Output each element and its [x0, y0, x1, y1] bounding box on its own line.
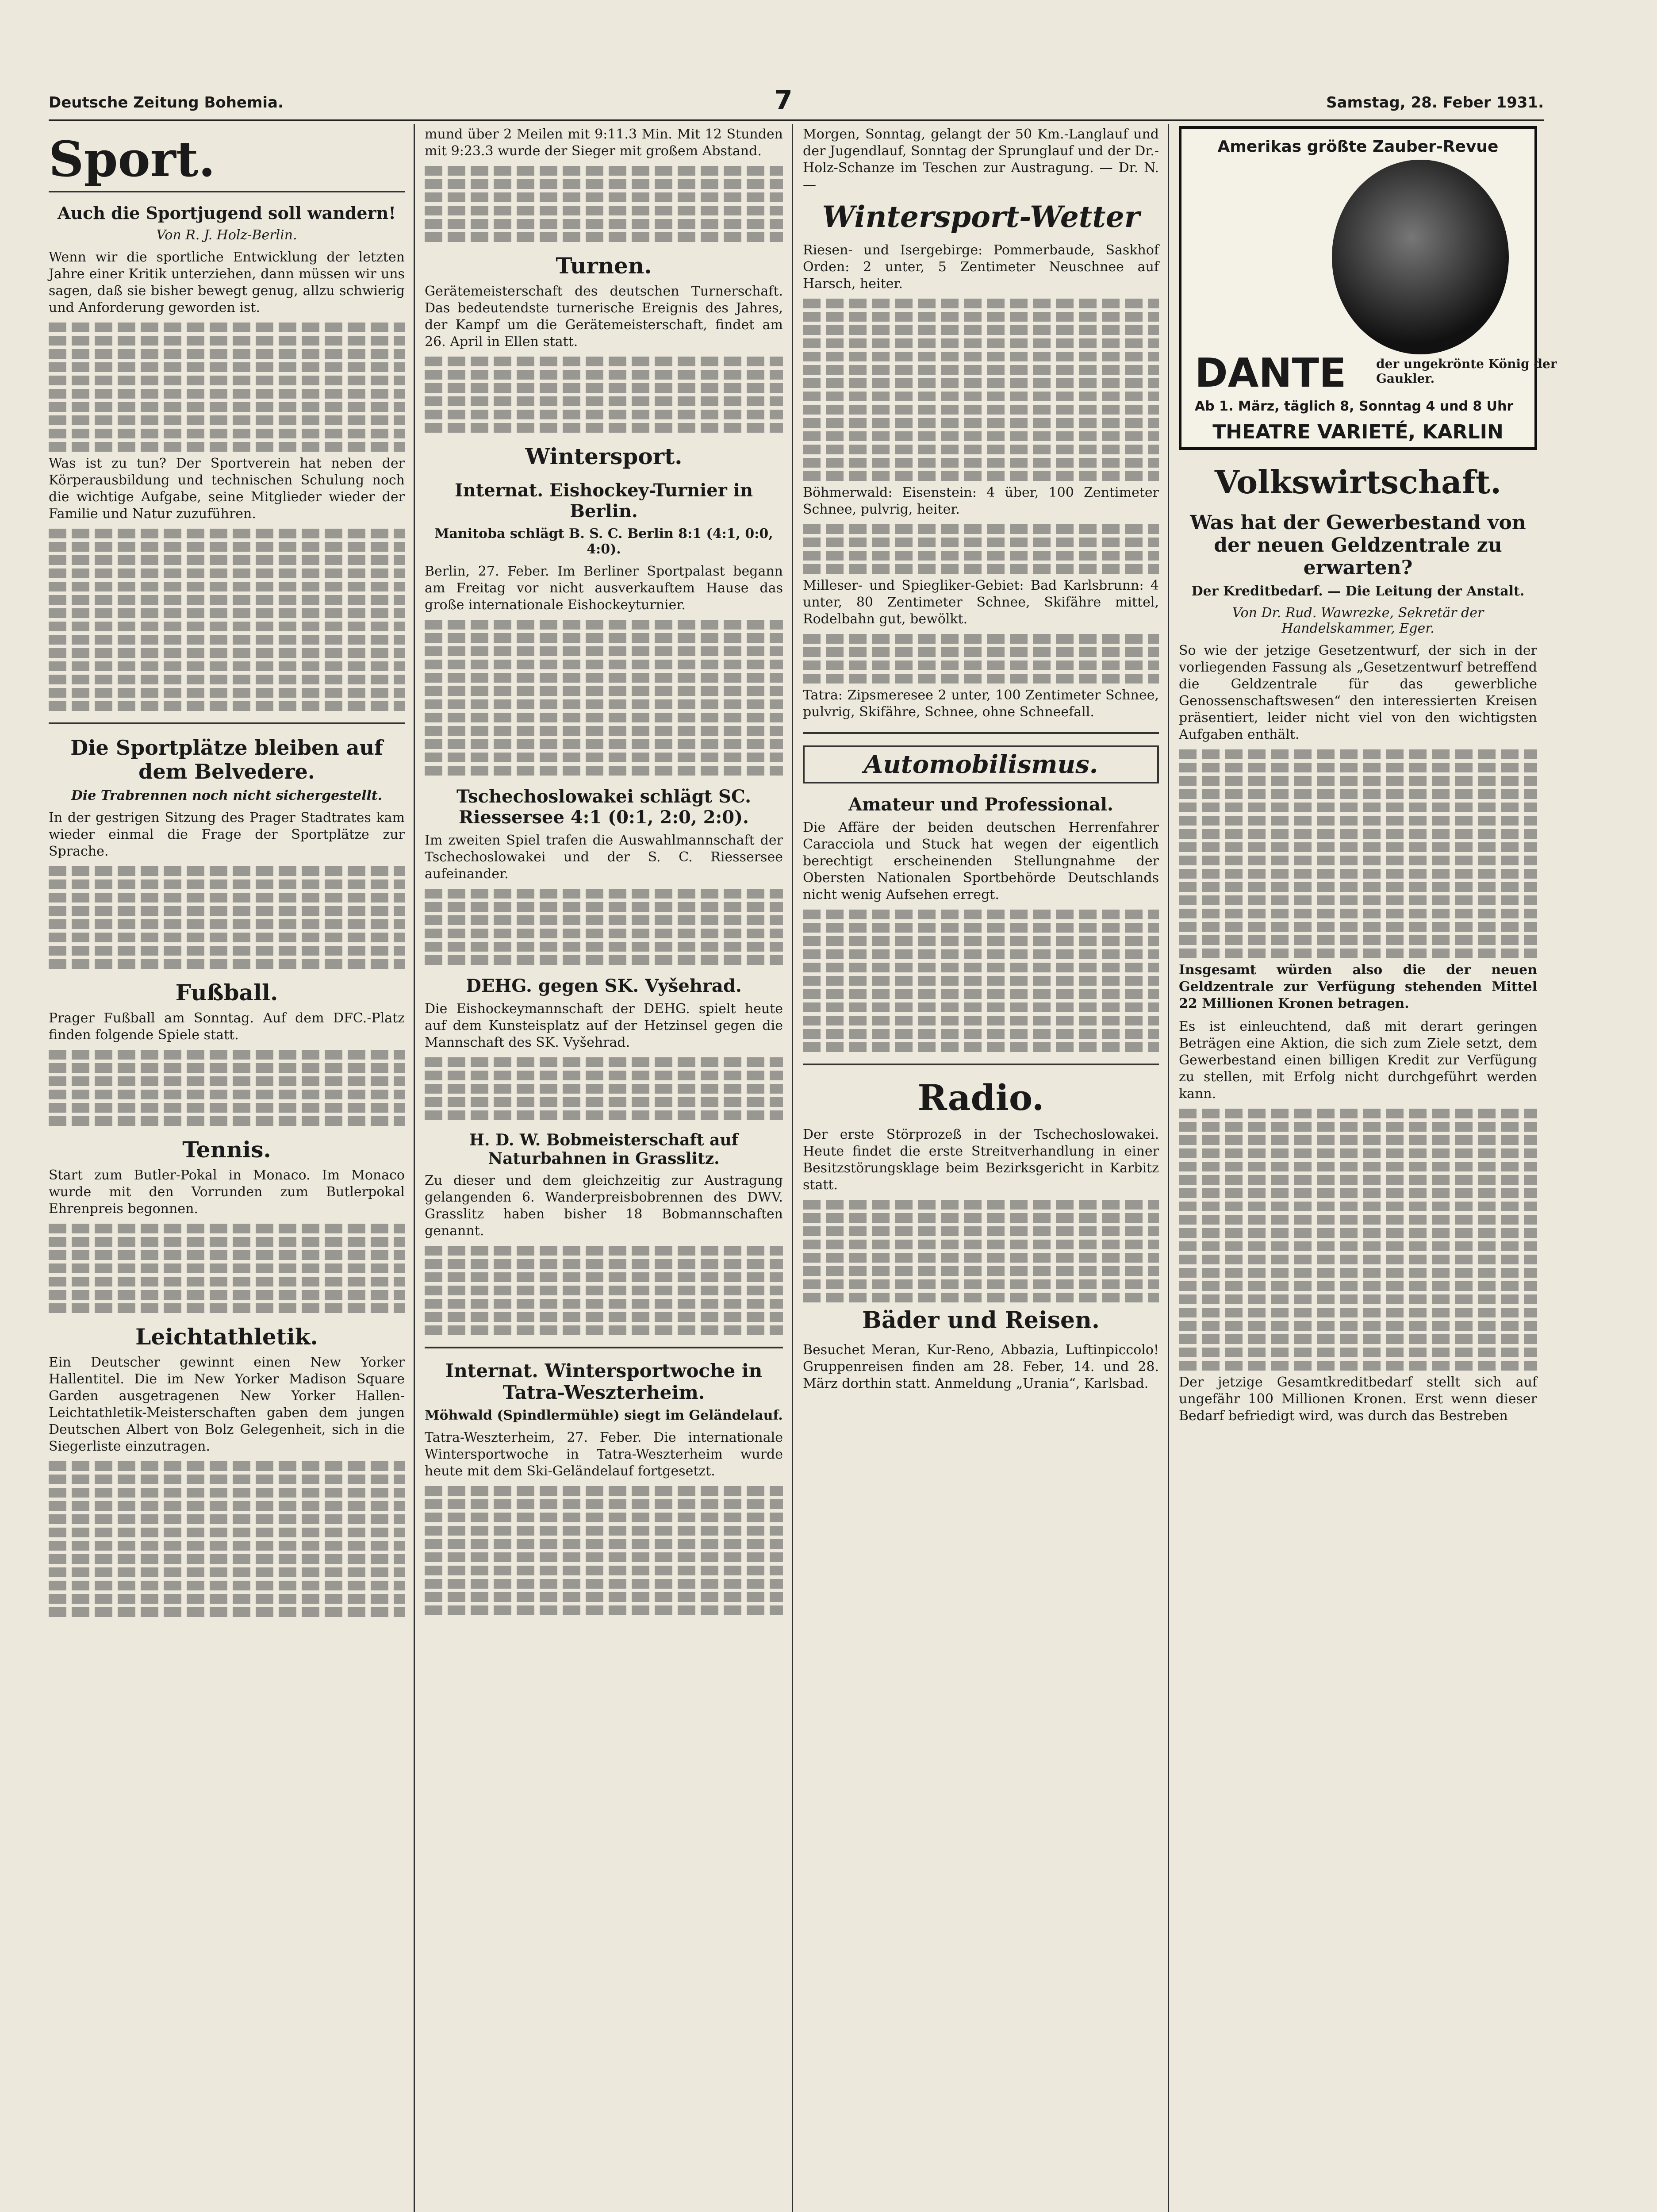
paragraph: Es ist einleuchtend, daß mit derart geringen Beträgen eine Aktion, die sich zum Ziele setzt, dem Gewerbestand einen billigen Kredit zur Verfügung zu stellen, mit Erfolg nicht durchgeführt werden kann. — [1179, 1019, 1537, 1102]
text-line — [1179, 1361, 1537, 1371]
section-title: Volkswirtschaft. — [1214, 463, 1502, 501]
text-line — [49, 336, 405, 346]
text-line — [425, 1246, 783, 1256]
subsection-title: Wintersport. — [525, 443, 683, 469]
text-line — [49, 688, 405, 698]
section-title: Automobilismus. — [803, 745, 1159, 783]
text-line — [803, 445, 1159, 454]
text-line — [49, 1461, 405, 1471]
text-line — [425, 1605, 783, 1615]
text-line — [1179, 776, 1537, 786]
text-line — [425, 1084, 783, 1094]
text-line — [425, 1272, 783, 1282]
text-line — [803, 338, 1159, 348]
text-line — [425, 1312, 783, 1322]
text-line — [49, 349, 405, 359]
text-line — [425, 620, 783, 630]
text-line — [803, 1279, 1159, 1289]
text-line — [803, 989, 1159, 999]
text-line — [49, 675, 405, 684]
text-line — [1179, 1135, 1537, 1145]
text-line — [49, 1116, 405, 1126]
paragraph: Der jetzige Gesamtkreditbedarf stellt sich auf ungefähr 100 Millionen Kronen. Erst wenn dieser Bedarf befriedigt wird, was durch das Bestreben — [1179, 1375, 1537, 1424]
text-line — [49, 1567, 405, 1577]
text-line — [803, 538, 1159, 547]
text-line — [1179, 1215, 1537, 1225]
text-line — [803, 458, 1159, 468]
text-line — [803, 674, 1159, 684]
text-line — [425, 929, 783, 938]
text-line — [425, 1071, 783, 1080]
text-line — [803, 661, 1159, 670]
text-line — [425, 1513, 783, 1522]
text-line — [49, 1050, 405, 1060]
text-line — [1179, 1268, 1537, 1278]
paragraph: Böhmerwald: Eisenstein: 4 über, 100 Zentimeter Schnee, pulvrig, heiter. — [803, 485, 1159, 517]
text-line — [425, 673, 783, 683]
text-line — [425, 1552, 783, 1562]
text-line — [803, 1029, 1159, 1039]
text-line — [425, 942, 783, 952]
text-line — [49, 1581, 405, 1590]
text-line — [49, 1103, 405, 1113]
text-line — [1179, 1122, 1537, 1132]
ad-performer-name: DANTE — [1195, 350, 1346, 396]
column-economy — [1179, 126, 1557, 2212]
text-line — [803, 923, 1159, 933]
paragraph: Tatra: Zipsmeresee 2 unter, 100 Zentimeter Schnee, pulvrig, Skifähre, Schnee, ohne Schneefall. — [803, 687, 1159, 720]
separator — [49, 722, 405, 724]
article-subtitle: Die Trabrennen noch nicht sichergestellt. — [71, 788, 383, 803]
text-line — [49, 906, 405, 916]
paragraph: Die Eishockeymannschaft der DEHG. spielt heute auf dem Kunsteisplatz auf der Hetzinsel gegen die Mannschaft des SK. Vyšehrad. — [425, 1001, 783, 1050]
text-line — [1179, 749, 1537, 759]
text-line — [425, 1057, 783, 1067]
text-line — [49, 1063, 405, 1073]
text-line — [803, 910, 1159, 919]
article-title: H. D. W. Bobmeisterschaft auf Naturbahnen in Grasslitz. — [469, 1131, 739, 1168]
text-line — [1179, 1148, 1537, 1158]
text-line — [1179, 829, 1537, 839]
text-line — [803, 1213, 1159, 1223]
paragraph: Ein Deutscher gewinnt einen New Yorker Hallentitel. Die im New Yorker Madison Square Garden ausgetragenen New Yorker Hallen-Leichtathletik-Meisterschaften gaben dem jungen Deutschen Albert von Bolz Gelegenheit, sich in die Siegerliste einzutragen. — [49, 1355, 405, 1454]
text-line — [803, 647, 1159, 657]
text-line — [803, 392, 1159, 401]
text-line — [425, 739, 783, 749]
text-line — [49, 595, 405, 605]
text-line — [1179, 1334, 1537, 1344]
text-line — [49, 1263, 405, 1273]
text-line — [425, 206, 783, 215]
text-line — [803, 1253, 1159, 1263]
text-line — [1179, 935, 1537, 945]
text-line — [49, 648, 405, 658]
text-line — [49, 1594, 405, 1604]
text-line — [425, 370, 783, 380]
text-line — [1179, 1162, 1537, 1171]
article-subtitle: Der Kreditbedarf. — Die Leitung der Anstalt. — [1191, 584, 1525, 599]
article-title: Amateur und Professional. — [848, 794, 1113, 815]
text-line — [49, 1554, 405, 1564]
paragraph: Was ist zu tun? Der Sportverein hat neben der Körperausbildung und technischen Schulung noch die wichtige Aufgabe, seine Mitglieder wieder der Familie und Natur zuzuführen. — [49, 456, 405, 522]
text-line — [49, 1076, 405, 1086]
text-line — [425, 902, 783, 912]
text-line — [49, 1250, 405, 1260]
byline: Von R. J. Holz-Berlin. — [156, 227, 297, 243]
text-line — [49, 1090, 405, 1099]
text-line — [49, 582, 405, 591]
ad-headline: Amerikas größte Zauber-Revue — [1217, 138, 1499, 156]
text-line — [1179, 922, 1537, 932]
text-line — [803, 1266, 1159, 1276]
paragraph: In der gestrigen Sitzung des Prager Stadtrates kam wieder einmal die Frage der Sportplätze zur Sprache. — [49, 810, 405, 859]
paragraph: So wie der jetzige Gesetzentwurf, der sich in der vorliegenden Fassung als „Gesetzentwurf betreffend die Geldzentrale für das gewerbliche Genossenschaftswesen“ den interessierten Kreisen präsentiert, leider nicht viel von den wichtigsten Aufgaben enthält. — [1179, 643, 1537, 742]
column-rule — [1168, 124, 1169, 2212]
paragraph: Gerätemeisterschaft des deutschen Turnerschaft. Das bedeutendste turnerische Ereignis des Jahres, der Kampf um die Gerätemeisterschaft, findet am 26. April in Ellen statt. — [425, 284, 783, 349]
text-line — [49, 442, 405, 452]
text-line — [425, 660, 783, 669]
text-line — [49, 1475, 405, 1484]
text-line — [49, 1514, 405, 1524]
text-line — [803, 418, 1159, 428]
text-line — [1179, 1281, 1537, 1291]
text-line — [49, 1224, 405, 1233]
text-line — [425, 646, 783, 656]
text-line — [803, 551, 1159, 561]
text-line — [425, 192, 783, 202]
text-line — [49, 661, 405, 671]
text-line — [425, 713, 783, 722]
text-line — [49, 429, 405, 438]
text-line — [425, 396, 783, 406]
ad-description: der ungekrönte König der Gaukler. — [1376, 357, 1557, 386]
text-line — [49, 1488, 405, 1498]
theatre-advertisement — [1179, 126, 1557, 450]
text-line — [803, 405, 1159, 415]
paragraph: Wenn wir die sportliche Entwicklung der letzten Jahre einer Kritik unterziehen, dann müssen wir uns sagen, daß sie bisher bewegt genug, allzu schwierig und Anforderung geworden ist. — [49, 250, 405, 315]
text-line — [425, 1325, 783, 1335]
article-title: Die Sportplätze bleiben auf dem Belvedere. — [70, 736, 383, 783]
text-line — [803, 471, 1159, 481]
text-line — [49, 323, 405, 332]
text-line — [425, 1110, 783, 1120]
text-line — [425, 1579, 783, 1589]
text-line — [1179, 1321, 1537, 1331]
text-line — [1179, 816, 1537, 826]
article-title: Tschechoslowakei schlägt SC. Riessersee 4:1 (0:1, 2:0, 2:0). — [456, 786, 752, 828]
text-line — [49, 389, 405, 399]
text-line — [1179, 895, 1537, 905]
separator — [803, 732, 1159, 734]
text-line — [425, 915, 783, 925]
ad-venue: THEATRE VARIETÉ, KARLIN — [1212, 421, 1504, 443]
text-line — [803, 1002, 1159, 1012]
text-line — [49, 1290, 405, 1300]
paragraph: mund über 2 Meilen mit 9:11.3 Min. Mit 12 Stunden mit 9:23.3 wurde der Sieger mit großem Abstand. — [425, 127, 783, 159]
text-line — [425, 219, 783, 229]
text-line — [803, 378, 1159, 388]
paragraph: Im zweiten Spiel trafen die Auswahlmannschaft der Tschechoslowakei und der S. C. Riessersee aufeinander. — [425, 833, 783, 882]
article-title: DEHG. gegen SK. Vyšehrad. — [466, 975, 742, 996]
paragraph: Riesen- und Isergebirge: Pommerbaude, Saskhof Orden: 2 unter, 5 Zentimeter Neuschnee auf Harsch, heiter. — [803, 242, 1159, 292]
text-line — [425, 766, 783, 776]
text-line — [803, 299, 1159, 308]
text-line — [803, 564, 1159, 574]
article-title: Was hat der Gewerbestand von der neuen Geldzentrale zu erwarten? — [1190, 511, 1526, 579]
text-line — [49, 622, 405, 631]
text-line — [803, 963, 1159, 972]
section-title: Sport. — [49, 131, 405, 192]
text-line — [49, 376, 405, 385]
text-line — [1179, 869, 1537, 879]
text-line — [1179, 1308, 1537, 1317]
text-line — [425, 1499, 783, 1509]
text-line — [803, 1016, 1159, 1025]
text-line — [425, 179, 783, 189]
text-line — [425, 166, 783, 176]
text-line — [425, 1566, 783, 1575]
text-line — [803, 1293, 1159, 1302]
text-line — [425, 686, 783, 696]
text-line — [49, 933, 405, 942]
text-line — [49, 701, 405, 711]
text-line — [49, 879, 405, 889]
text-line — [803, 1226, 1159, 1236]
paragraph: Prager Fußball am Sonntag. Auf dem DFC.-Platz finden folgende Spiele statt. — [49, 1010, 405, 1043]
article-title: Auch die Sportjugend soll wandern! — [58, 203, 396, 223]
ad-dates: Ab 1. März, täglich 8, Sonntag 4 und 8 Uhr — [1195, 399, 1514, 414]
text-line — [425, 410, 783, 419]
text-line — [49, 362, 405, 372]
text-line — [1179, 1228, 1537, 1238]
text-line — [49, 1303, 405, 1313]
text-line — [1179, 949, 1537, 958]
text-line — [803, 1200, 1159, 1210]
text-line — [803, 524, 1159, 534]
text-line — [49, 568, 405, 578]
text-line — [49, 555, 405, 565]
text-line — [425, 383, 783, 393]
subsection-title: Leichtathletik. — [135, 1324, 318, 1350]
text-line — [803, 312, 1159, 322]
text-line — [803, 976, 1159, 986]
page-number: 7 — [774, 85, 793, 116]
text-line — [49, 1528, 405, 1537]
subsection-title: Turnen. — [556, 253, 652, 279]
text-line — [49, 1541, 405, 1551]
text-line — [49, 893, 405, 902]
article-title: Internat. Eishockey-Turnier in Berlin. — [454, 480, 753, 522]
text-line — [425, 753, 783, 762]
text-line — [803, 431, 1159, 441]
text-line — [49, 1237, 405, 1247]
text-line — [1179, 842, 1537, 852]
subsection-title: Tennis. — [182, 1137, 271, 1163]
text-line — [1179, 909, 1537, 918]
text-line — [1179, 1109, 1537, 1118]
paragraph: Tatra-Weszterheim, 27. Feber. Die internationale Wintersportwoche in Tatra-Weszterheim wurde heute mit dem Ski-Geländelauf fortgesetzt. — [425, 1430, 783, 1479]
text-line — [425, 232, 783, 242]
section-title: Radio. — [917, 1077, 1044, 1118]
paragraph: Milleser- und Spiegliker-Gebiet: Bad Karlsbrunn: 4 unter, 80 Zentimeter Schnee, Skifähre mittel, Rodelbahn gut, bewölkt. — [803, 578, 1159, 627]
text-line — [425, 889, 783, 899]
paragraph: Der erste Störprozeß in der Tschechoslowakei. Heute findet die erste Streitverhandlung in einer Besitzstörungsklage beim Bezirksgericht in Karbitz statt. — [803, 1127, 1159, 1193]
text-line — [1179, 803, 1537, 812]
paragraph: Besuchet Meran, Kur-Reno, Abbazia, Luftinpiccolo! Gruppenreisen finden am 28. Feber, 14. und 28. März dorthin statt. Anmeldung „Urania“, Karlsbad. — [803, 1342, 1159, 1391]
text-line — [803, 1240, 1159, 1249]
text-line — [425, 357, 783, 366]
running-header — [49, 85, 1544, 121]
text-line — [425, 1286, 783, 1295]
text-line — [49, 415, 405, 425]
paragraph: Zu dieser und dem gleichzeitig zur Austragung gelangenden 6. Wanderpreisbobrennen des DWV. Grasslitz haben bisher 18 Bobmannschaften genannt. — [425, 1173, 783, 1239]
text-line — [1179, 856, 1537, 865]
text-line — [425, 1539, 783, 1549]
text-line — [803, 325, 1159, 335]
text-line — [49, 635, 405, 645]
paragraph: Berlin, 27. Feber. Im Berliner Sportpalast begann am Freitag vor nicht ausverkauftem Hause das große internationale Eishockeyturnier. — [425, 564, 783, 613]
text-line — [425, 1526, 783, 1536]
separator — [425, 1347, 783, 1348]
column-rule — [792, 124, 793, 2212]
text-line — [425, 699, 783, 709]
text-line — [1179, 1294, 1537, 1304]
text-line — [49, 959, 405, 969]
text-line — [49, 542, 405, 552]
text-line — [1179, 882, 1537, 892]
text-line — [1179, 1241, 1537, 1251]
text-line — [425, 1259, 783, 1269]
article-title: Internat. Wintersportwoche in Tatra-Weszterheim. — [445, 1360, 763, 1403]
text-line — [1179, 789, 1537, 799]
paragraph: Morgen, Sonntag, gelangt der 50 Km.-Langlauf und der Jugendlauf, Sonntag der Sprunglauf und der Dr.-Holz-Schanze im Teschen zur Austragung. — Dr. N. — — [803, 127, 1159, 192]
text-line — [49, 608, 405, 618]
column-weather — [803, 126, 1159, 2212]
text-line — [803, 634, 1159, 644]
text-line — [49, 529, 405, 538]
column-rule — [414, 124, 415, 2212]
text-line — [425, 726, 783, 736]
bold-paragraph: Insgesamt würden also die der neuen Geldzentrale zur Verfügung stehenden Mittel 22 Millionen Kronen betragen. — [1179, 962, 1537, 1011]
text-line — [1179, 1348, 1537, 1357]
column-sport — [49, 126, 405, 2212]
text-line — [803, 365, 1159, 375]
text-line — [1179, 763, 1537, 772]
issue-date: Samstag, 28. Feber 1931. — [1326, 94, 1544, 111]
text-line — [49, 1501, 405, 1511]
text-line — [425, 1097, 783, 1107]
text-line — [1179, 1175, 1537, 1185]
text-line — [1179, 1255, 1537, 1264]
separator — [803, 1064, 1159, 1065]
text-line — [1179, 1188, 1537, 1198]
article-subtitle: Manitoba schlägt B. S. C. Berlin 8:1 (4:1, 0:0, 4:0). — [434, 526, 773, 557]
text-line — [49, 402, 405, 412]
text-line — [425, 1486, 783, 1496]
section-title: Bäder und Reisen. — [862, 1307, 1100, 1334]
section-title: Wintersport-Wetter — [822, 200, 1140, 234]
text-line — [425, 1299, 783, 1309]
text-line — [49, 946, 405, 956]
portrait-image — [1332, 160, 1509, 354]
column-wintersport — [425, 126, 783, 2212]
text-line — [1179, 1202, 1537, 1211]
text-line — [803, 936, 1159, 946]
text-line — [49, 1277, 405, 1286]
paragraph: Die Affäre der beiden deutschen Herrenfahrer Caracciola und Stuck hat wegen der eigentlich berechtigt erscheinenden Stellungnahme der Obersten Nationalen Sportbehörde Deutschlands nicht wenig Aufsehen erregt. — [803, 820, 1159, 902]
article-subtitle: Möhwald (Spindlermühle) siegt im Geländelauf. — [425, 1408, 783, 1423]
text-line — [49, 866, 405, 876]
text-line — [425, 1592, 783, 1602]
paragraph: Start zum Butler-Pokal in Monaco. Im Monaco wurde mit den Vorrunden zum Butlerpokal Ehrenpreis begonnen. — [49, 1167, 405, 1217]
text-line — [803, 1042, 1159, 1052]
paper-name: Deutsche Zeitung Bohemia. — [49, 94, 284, 111]
byline: Von Dr. Rud. Wawrezke, Sekretär der Handelskammer, Eger. — [1232, 605, 1484, 636]
text-line — [49, 1607, 405, 1617]
text-line — [803, 352, 1159, 361]
text-line — [49, 919, 405, 929]
text-line — [425, 633, 783, 643]
subsection-title: Fußball. — [175, 979, 278, 1006]
text-line — [803, 949, 1159, 959]
text-line — [425, 955, 783, 965]
text-line — [425, 423, 783, 433]
